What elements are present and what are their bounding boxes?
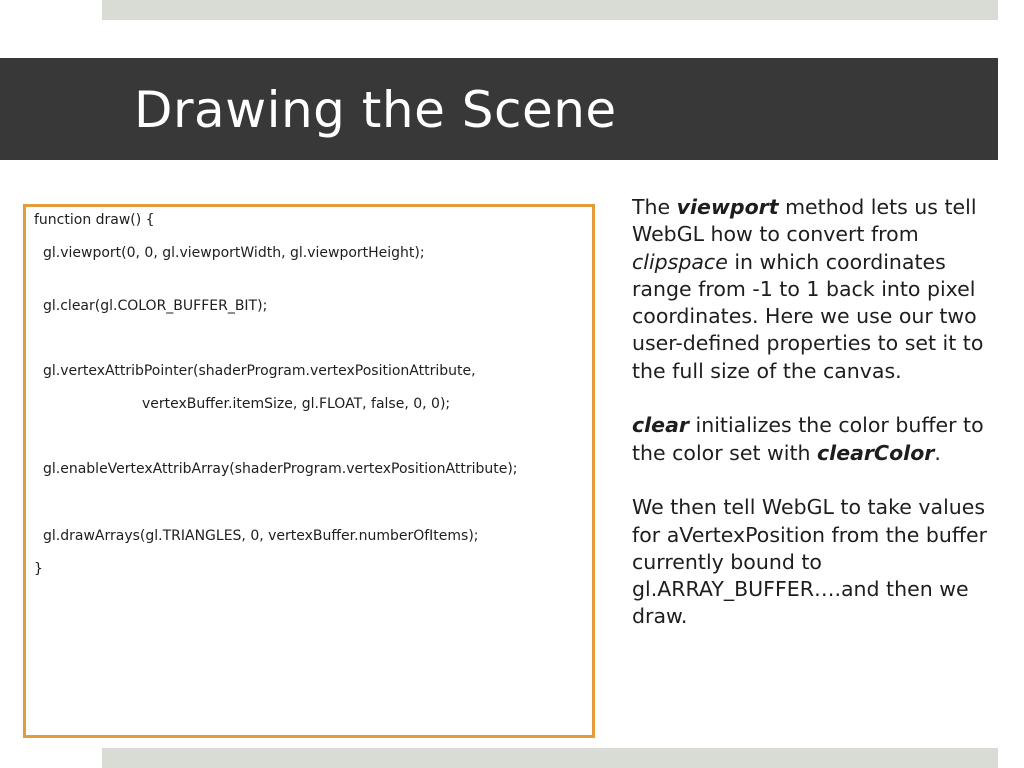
term-clipspace: clipspace	[632, 249, 728, 274]
code-line-vertex-attrib-pointer-args: vertexBuffer.itemSize, gl.FLOAT, false, 0, 0);	[142, 396, 451, 412]
text-span: initializes the color buffer to the color set with	[632, 413, 984, 465]
text-span: method lets us tell WebGL how to convert from	[632, 195, 977, 247]
keyword-clear-color: clearColor	[817, 440, 935, 465]
code-line-clear: gl.clear(gl.COLOR_BUFFER_BIT);	[43, 298, 268, 314]
keyword-viewport: viewport	[676, 195, 779, 219]
text-span: The	[632, 195, 677, 219]
code-line-draw-arrays: gl.drawArrays(gl.TRIANGLES, 0, vertexBuffer.numberOfItems);	[43, 528, 479, 544]
text-span: .	[934, 440, 941, 465]
slide-title: Drawing the Scene	[134, 81, 617, 139]
explanation-paragraph-draw: We then tell WebGL to take values for aVertexPosition from the buffer currently bound to gl.ARRAY_BUFFER….and then we draw.	[632, 495, 988, 629]
code-line-closing-brace: }	[34, 561, 43, 577]
explanation-text	[632, 194, 992, 631]
keyword-clear: clear	[632, 413, 690, 438]
explanation-paragraph-viewport	[632, 194, 992, 385]
code-line-function: function draw() {	[34, 212, 155, 228]
text-span: in which coordinates range from -1 to 1 back into pixel coordinates. Here we use our two user-defined properties to set it to the full size of the canvas.	[632, 249, 984, 383]
explanation-paragraph-clear	[632, 412, 992, 467]
code-line-viewport: gl.viewport(0, 0, gl.viewportWidth, gl.viewportHeight);	[43, 245, 425, 261]
code-line-vertex-attrib-pointer: gl.vertexAttribPointer(shaderProgram.vertexPositionAttribute,	[43, 363, 476, 379]
bottom-accent-strip	[102, 748, 998, 768]
top-accent-strip	[102, 0, 998, 20]
code-line-enable-vertex-attrib-array: gl.enableVertexAttribArray(shaderProgram.vertexPositionAttribute);	[43, 461, 518, 477]
